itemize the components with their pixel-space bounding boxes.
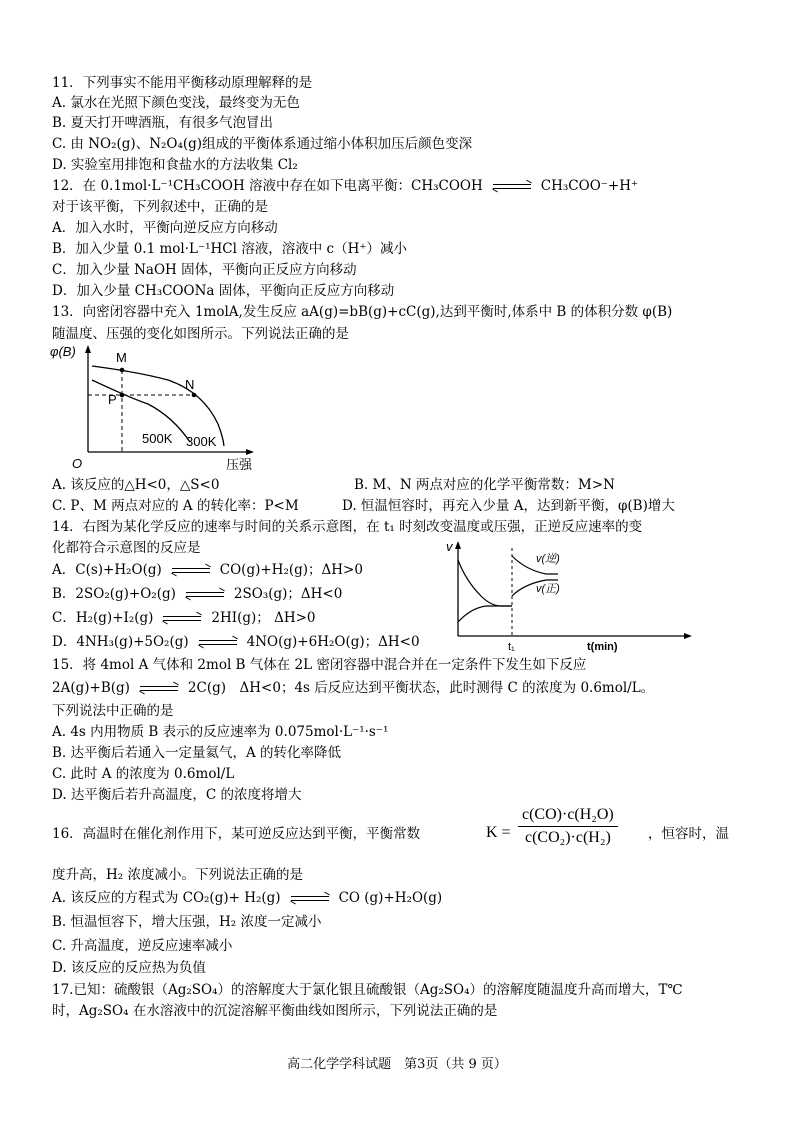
q12-option-c: C．加入少量 NaOH 固体，平衡向正反应方向移动 [52,262,357,278]
q12-option-b: B．加入少量 0.1 mol·L⁻¹HCl 溶液，溶液中 c（H⁺）减小 [52,241,407,257]
q13-stem-2: 随温度、压强的变化如图所示。下列说法正确的是 [52,326,349,342]
q15-eq-right: 2C(g) ΔH<0；4s 后反应达到平衡状态，此时测得 C 的浓度为 0.6mol/L。 [187,680,655,696]
q17-stem: 17.已知：硫酸银（Ag₂SO₄）的溶解度大于氯化银且硫酸银（Ag₂SO₄）的溶解度随温度升高而增大，T℃ [52,982,683,998]
q11-stem: 11．下列事实不能用平衡移动原理解释的是 [52,75,313,91]
point-p-marker [120,393,125,398]
q16-stem-tail: ，恒容时，温 [648,826,729,842]
q16-option-b: B. 恒温恒容下，增大压强，H₂ 浓度一定减小 [52,914,322,930]
q11-option-a: A. 氯水在光照下颜色变浅，最终变为无色 [52,95,300,111]
q13-graph [48,342,298,474]
equilibrium-arrow-icon [195,638,241,648]
graph-origin: O [72,456,83,471]
equilibrium-arrow-icon [168,566,214,576]
x-axis-arrow-icon [684,633,692,639]
x-axis-arrow-icon [246,449,254,455]
q14-option-c [52,609,316,627]
q16-stem-2: 度升高，H₂ 浓度减小。下列说法正确的是 [52,867,303,883]
q11-option-d: D. 实验室用排饱和食盐水的方法收集 Cl₂ [52,157,298,173]
point-n-marker [192,393,197,398]
q15-eq-left: 2A(g)+B(g) [52,680,130,696]
q15-option-d: D. 达平衡后若升高温度，C 的浓度将增大 [52,787,302,803]
q16-a-right: CO (g)+H₂O(g) [338,890,443,906]
graph-t1: t₁ [508,641,515,653]
graph-x-label: t(min) [587,641,618,653]
q14-stem: 14．右图为某化学反应的速率与时间的关系示意图，在 t₁ 时刻改变温度或压强，正逆反应速率的变 [52,519,643,535]
q14-option-a [52,561,363,579]
q11-option-b: B. 夏天打开啤酒瓶，有很多气泡冒出 [52,115,274,131]
q14-a-right: CO(g)+H₂(g)；ΔH>0 [219,562,363,578]
q14-c-right: 2HI(g)； ΔH>0 [211,610,316,626]
curve-v-forward-before [458,606,512,622]
q13-option-b: B. M、N 两点对应的化学平衡常数：M>N [354,477,615,493]
q15-option-b: B. 达平衡后若通入一定量氦气，A 的转化率降低 [52,745,342,761]
q12-option-d: D．加入少量 CH₃COONa 固体，平衡向正反应方向移动 [52,283,395,299]
q12-option-a: A．加入水时，平衡向逆反应方向移动 [52,220,278,236]
q17-stem-2: 时，Ag₂SO₄ 在水溶液中的沉淀溶解平衡曲线如图所示，下列说法正确的是 [52,1003,498,1019]
graph-v-forward: v(正) [536,583,560,595]
q16-k-fraction [518,806,618,847]
equilibrium-arrow-icon [489,182,535,192]
graph-curve-500k: 500K [142,431,173,446]
q14-graph [446,536,776,656]
q15-stem: 15．将 4mol A 气体和 2mol B 气体在 2L 密闭容器中混合并在一定条件下发生如下反应 [52,657,587,673]
equilibrium-arrow-icon [136,684,182,694]
q13-option-c: C. P、M 两点对应的 A 的转化率：P<M [52,498,299,514]
q16-stem: 16．高温时在催化剂作用下，某可逆反应达到平衡，平衡常数 [52,826,421,842]
q16-option-d: D. 该反应的反应热为负值 [52,960,206,976]
graph-y-label: v [446,539,453,554]
q13-stem: 13．向密闭容器中充入 1molA,发生反应 aA(g)=bB(g)+cC(g),达到平衡时,体系中 B 的体积分数 φ(B) [52,304,673,320]
q16-k-symbol: K = [486,824,511,841]
curve-500k [92,380,190,442]
q16-k-denominator: c(CO₂)·c(H₂) [518,826,618,847]
q14-b-left: B．2SO₂(g)+O₂(g) [52,586,176,602]
q16-option-c: C. 升高温度，逆反应速率减小 [52,938,233,954]
q15-stem-2: 下列说法中正确的是 [52,703,174,719]
q16-option-a [52,889,442,907]
q14-stem-2: 化都符合示意图的反应是 [52,540,201,556]
q12-stem-right: CH₃COO⁻+H⁺ [540,178,639,194]
q11-option-c: C. 由 NO₂(g)、N₂O₄(g)组成的平衡体系通过缩小体积加压后颜色变深 [52,136,473,152]
q14-d-left: D．4NH₃(g)+5O₂(g) [52,634,189,650]
graph-point-n: N [185,377,195,392]
q12-stem-left: 12．在 0.1mol·L⁻¹CH₃COOH 溶液中存在如下电离平衡：CH₃COOH [52,178,483,194]
q14-a-left: A．C(s)+H₂O(g) [52,562,162,578]
q12-stem-2: 对于该平衡，下列叙述中，正确的是 [52,199,268,215]
y-axis-arrow-icon [85,345,91,353]
q14-option-b [52,585,342,603]
graph-curve-300k: 300K [186,434,217,449]
q13-option-d: D. 恒温恒容时，再充入少量 A，达到新平衡，φ(B)增大 [342,498,675,514]
graph-v-reverse: v(逆) [536,553,560,565]
equilibrium-arrow-icon [159,614,205,624]
equilibrium-arrow-icon [182,590,228,600]
graph-y-label: φ(B) [50,344,76,359]
q16-k-numerator: c(CO)·c(H₂O) [522,806,614,823]
q14-d-right: 4NO(g)+6H₂O(g)；ΔH<0 [246,634,420,650]
q14-c-left: C．H₂(g)+I₂(g) [52,610,154,626]
curve-v-reverse-before [458,560,512,606]
point-m-marker [120,368,125,373]
q13-option-a: A. 该反应的△H<0，△S<0 [52,477,220,493]
equilibrium-arrow-icon [287,894,333,904]
q15-option-a: A. 4s 内用物质 B 表示的反应速率为 0.075mol·L⁻¹·s⁻¹ [52,724,389,740]
q12-stem [52,177,638,195]
page-footer: 高二化学学科试题 第3页（共 9 页） [287,1057,507,1072]
graph-x-label: 压强 [226,457,253,472]
graph-point-m: M [116,350,127,365]
graph-point-p: P [108,392,117,407]
q15-option-c: C. 此时 A 的浓度为 0.6mol/L [52,766,235,782]
q15-equation [52,679,654,697]
q14-option-d [52,633,420,651]
y-axis-arrow-icon [455,541,461,549]
q14-b-right: 2SO₃(g)；ΔH<0 [233,586,343,602]
q16-a-left: A. 该反应的方程式为 CO₂(g)+ H₂(g) [52,890,281,906]
